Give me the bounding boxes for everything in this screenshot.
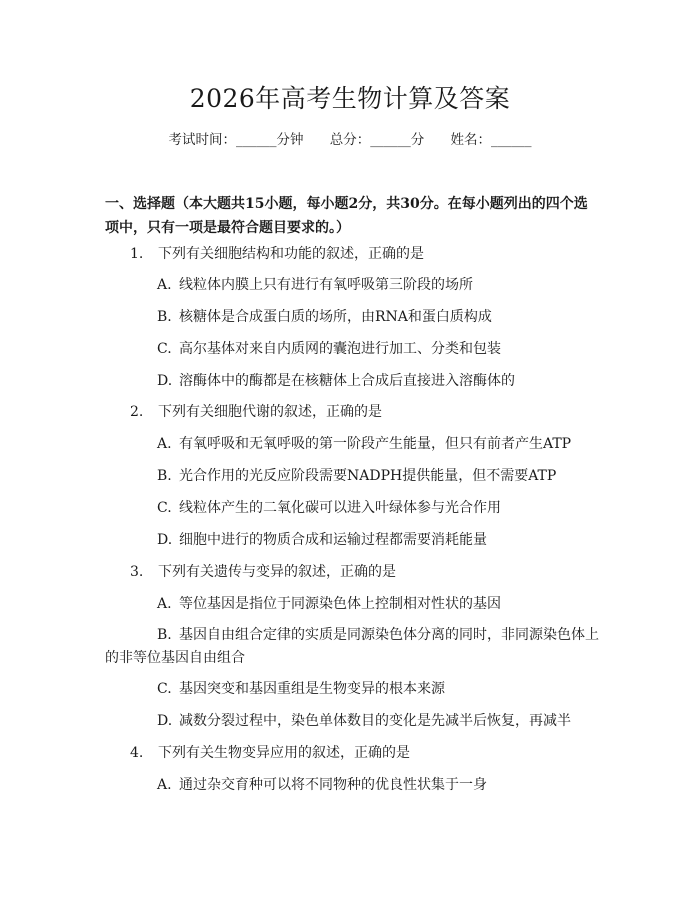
q1-option-c bbox=[157, 339, 501, 359]
option-letter: D. bbox=[157, 373, 173, 389]
option-letter: C. bbox=[157, 341, 172, 357]
question-number: 4. bbox=[130, 745, 144, 761]
question-number: 2. bbox=[130, 404, 144, 420]
q3-option-a bbox=[157, 594, 501, 614]
question-number: 3. bbox=[130, 564, 144, 580]
question-3 bbox=[130, 562, 396, 582]
page-title: 2026年高考生物计算及答案 bbox=[189, 84, 511, 113]
question-text: 下列有关细胞结构和功能的叙述，正确的是 bbox=[158, 246, 424, 262]
option-letter: B. bbox=[157, 468, 172, 484]
option-text: 核糖体是合成蛋白质的场所，由RNA和蛋白质构成 bbox=[179, 309, 492, 325]
option-letter: A. bbox=[157, 436, 172, 452]
option-letter: A. bbox=[157, 277, 172, 293]
option-letter: A. bbox=[157, 596, 172, 612]
student-name-field: 姓名：______ bbox=[450, 132, 532, 148]
option-text: 减数分裂过程中，染色单体数目的变化是先减半后恢复，再减半 bbox=[179, 713, 571, 729]
option-letter: C. bbox=[157, 500, 172, 516]
q3-option-c bbox=[157, 679, 445, 699]
q2-option-b bbox=[157, 466, 556, 486]
option-text: 溶酶体中的酶都是在核糖体上合成后直接进入溶酶体的 bbox=[179, 373, 515, 389]
option-letter: C. bbox=[157, 681, 172, 697]
question-text: 下列有关生物变异应用的叙述，正确的是 bbox=[158, 745, 410, 761]
option-text: 高尔基体对来自内质网的囊泡进行加工、分类和包装 bbox=[179, 341, 501, 357]
q2-option-c bbox=[157, 498, 501, 518]
section-heading: 一、选择题（本大题共15小题，每小题2分，共30分。在每小题列出的四个选项中，只有一项是最符合题目要求的。） bbox=[105, 196, 588, 236]
q2-option-d bbox=[157, 530, 487, 550]
q1-option-d bbox=[157, 371, 515, 391]
exam-time-field: 考试时间：______分钟 bbox=[168, 132, 304, 148]
option-text: 等位基因是指位于同源染色体上控制相对性状的基因 bbox=[179, 596, 501, 612]
q3-option-d bbox=[157, 711, 571, 731]
option-text: 有氧呼吸和无氧呼吸的第一阶段产生能量，但只有前者产生ATP bbox=[179, 436, 572, 452]
q3-option-b bbox=[105, 624, 600, 670]
option-text: 光合作用的光反应阶段需要NADPH提供能量，但不需要ATP bbox=[179, 468, 557, 484]
q1-option-b bbox=[157, 307, 492, 327]
option-text: 细胞中进行的物质合成和运输过程都需要消耗能量 bbox=[179, 532, 487, 548]
option-letter: D. bbox=[157, 713, 173, 729]
question-text: 下列有关细胞代谢的叙述，正确的是 bbox=[158, 404, 382, 420]
q4-option-a bbox=[157, 775, 487, 795]
option-letter: A. bbox=[157, 777, 172, 793]
question-4 bbox=[130, 743, 410, 763]
total-score-field: 总分：______分 bbox=[329, 132, 425, 148]
q1-option-a bbox=[157, 275, 473, 295]
option-text: 通过杂交育种可以将不同物种的优良性状集于一身 bbox=[179, 777, 487, 793]
option-text: 基因突变和基因重组是生物变异的根本来源 bbox=[179, 681, 445, 697]
option-text: 线粒体产生的二氧化碳可以进入叶绿体参与光合作用 bbox=[179, 500, 501, 516]
option-text: 基因自由组合定律的实质是同源染色体分离的同时，非同源染色体上的非等位基因自由组合 bbox=[105, 627, 599, 666]
q2-option-a bbox=[157, 434, 571, 454]
option-text: 线粒体内膜上只有进行有氧呼吸第三阶段的场所 bbox=[179, 277, 473, 293]
option-letter: B. bbox=[157, 627, 172, 643]
exam-info-line bbox=[0, 130, 700, 150]
question-text: 下列有关遗传与变异的叙述，正确的是 bbox=[158, 564, 396, 580]
option-letter: D. bbox=[157, 532, 173, 548]
option-letter: B. bbox=[157, 309, 172, 325]
question-number: 1. bbox=[130, 246, 144, 262]
question-2 bbox=[130, 402, 382, 422]
question-1 bbox=[130, 244, 424, 264]
